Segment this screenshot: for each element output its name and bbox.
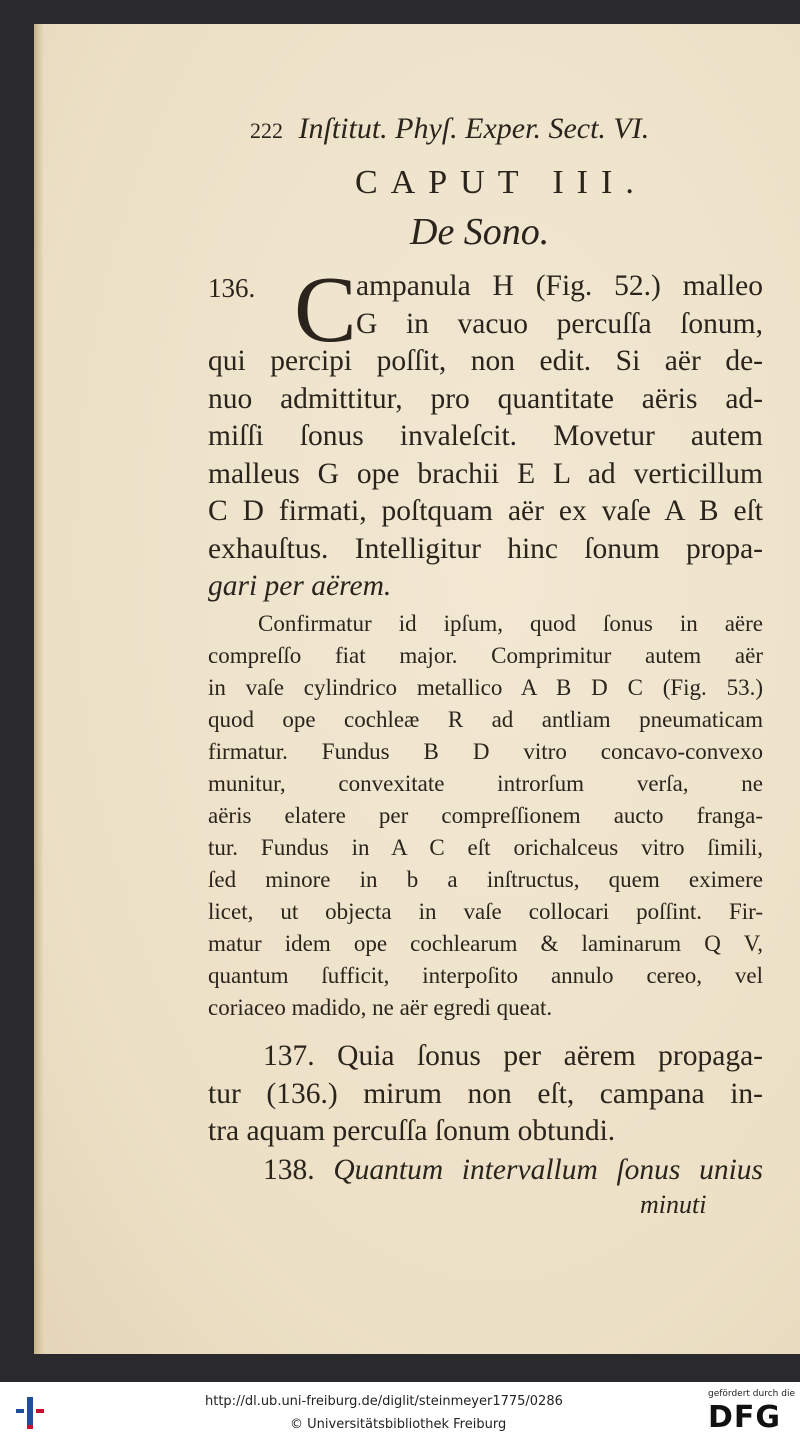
section-number: 138. <box>263 1154 315 1186</box>
drop-capital: C <box>294 258 357 362</box>
text-line: exhauſtus. Intelligitur hinc ſonum propa- <box>208 532 763 565</box>
paragraph-confirmatur <box>208 608 763 1024</box>
text-line: 137. Quia ſonus per aërem propaga- <box>263 1040 763 1072</box>
text-line: quod ope cochleæ R ad antliam pneumaticam <box>208 707 763 732</box>
paragraph-138 <box>208 1152 763 1190</box>
text-line: C D firmati, poſtquam aër ex vaſe A B eſt <box>208 495 763 527</box>
page-number: 222 <box>250 118 283 143</box>
page-gutter-shadow <box>34 24 44 1354</box>
text-line: quantum ſufficit, interpoſito annulo cereo, vel <box>208 963 763 988</box>
university-library-logo <box>14 1391 48 1431</box>
paragraph-137 <box>208 1038 763 1151</box>
text-line: malleus G ope brachii E L ad verticillum <box>208 457 763 490</box>
copyright-notice: © Universitätsbibliothek Freiburg <box>290 1417 507 1432</box>
text-line: Quantum intervallum ſonus unius <box>333 1154 764 1186</box>
text-line: ſed minore in b a inſtructus, quem eximere <box>208 867 763 892</box>
running-title: Inſtitut. Phyſ. Exper. Sect. VI. <box>298 112 650 145</box>
chapter-title: CAPUT III. <box>355 164 647 201</box>
text-line: licet, ut objecta in vaſe collocari poſſint. Fir- <box>208 899 763 924</box>
text-line: tur (136.) mirum non eſt, campana in- <box>208 1077 763 1110</box>
section-number: 136. <box>208 273 256 303</box>
text-line: tur. Fundus in A C eſt orichalceus vitro ſimili, <box>208 835 763 860</box>
text-line: G in vacuo percuſſa ſonum, <box>356 307 763 340</box>
text-line: firmatur. Fundus B D vitro concavo-convexo <box>208 739 763 764</box>
text-line: compreſſo fiat major. Comprimitur autem aër <box>208 643 763 668</box>
text-line: coriaceo madido, ne aër egredi queat. <box>208 995 553 1020</box>
text-line: munitur, convexitate introrſum verſa, ne <box>208 771 763 796</box>
text-line: nuo admittitur, pro quantitate aëris ad- <box>208 382 763 415</box>
text-line: aëris elatere per compreſſionem aucto franga- <box>208 803 763 828</box>
text-line: miſſi ſonus invaleſcit. Movetur autem <box>208 420 763 452</box>
permalink-url[interactable]: http://dl.ub.uni-freiburg.de/diglit/steinmeyer1775/0286 <box>205 1394 563 1409</box>
text-line: qui percipi poſſit, non edit. Si aër de- <box>208 345 763 377</box>
text-line: ampanula H (Fig. 52.) malleo <box>356 270 763 302</box>
chapter-subtitle: De Sono. <box>410 211 550 253</box>
text-line: gari per aërem. <box>208 570 392 602</box>
text-line: Confirmatur id ipſum, quod ſonus in aëre <box>258 611 763 636</box>
text-line: in vaſe cylindrico metallico A B D C (Fig. 53.) <box>208 675 763 700</box>
running-header <box>250 112 750 146</box>
paragraph-136 <box>208 258 763 606</box>
text-line: tra aquam percuſſa ſonum obtundi. <box>208 1115 616 1147</box>
dfg-logo: DFG <box>708 1400 782 1435</box>
funding-note: gefördert durch die <box>708 1389 795 1399</box>
catchword: minuti <box>640 1190 707 1219</box>
text-line: matur idem ope cochlearum & laminarum Q V, <box>208 931 763 956</box>
